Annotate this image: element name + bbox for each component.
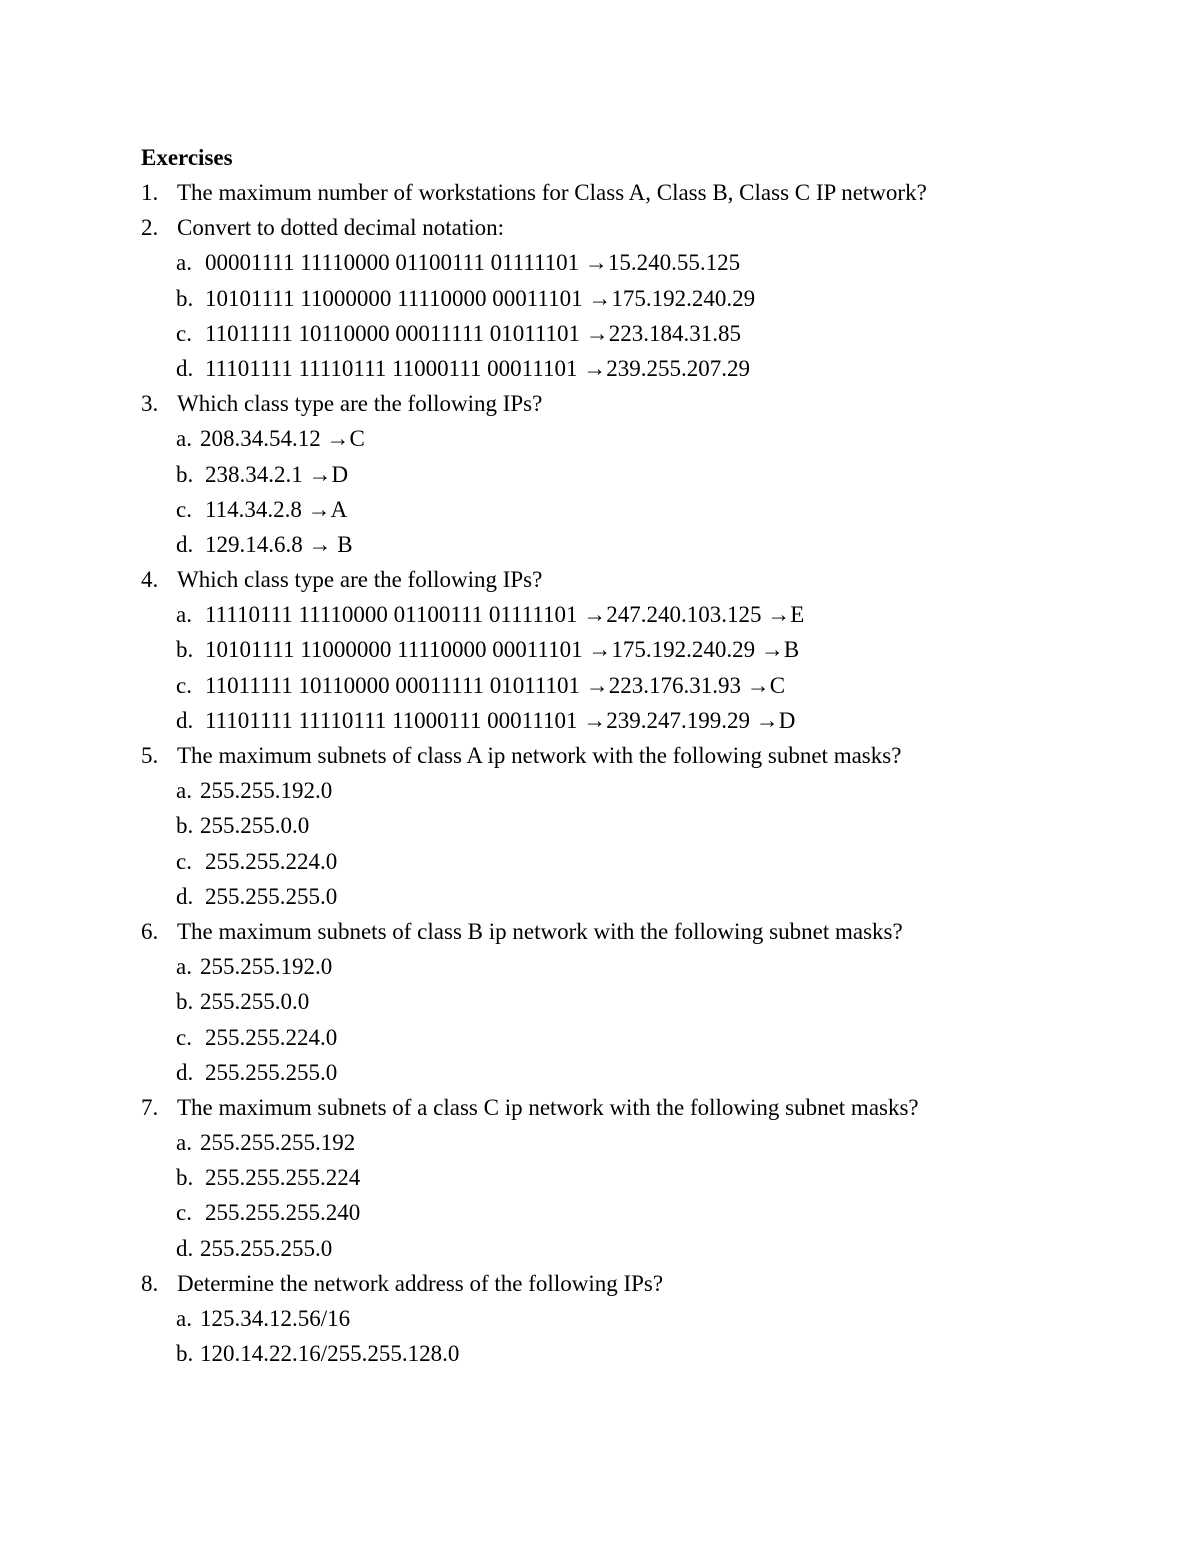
question-1	[141, 175, 1141, 210]
item-letter: a.	[176, 778, 192, 804]
item-text: 10101111 11000000 11110000 00011101 →175.192.240.29	[205, 285, 756, 311]
item-letter: a.	[176, 602, 192, 628]
question-3	[141, 386, 1141, 421]
item-letter: c.	[176, 320, 192, 346]
question-5-item-d	[141, 879, 1141, 914]
item-text: 255.255.224.0	[205, 1024, 338, 1050]
question-8-item-b	[141, 1336, 1141, 1371]
question-3-item-d	[141, 527, 1141, 562]
item-letter: b.	[176, 989, 194, 1015]
question-2-item-d	[141, 351, 1141, 386]
question-3-item-b	[141, 457, 1141, 492]
question-6-item-d	[141, 1055, 1141, 1090]
item-letter: b.	[176, 1341, 194, 1367]
question-6	[141, 914, 1141, 949]
question-5-item-a	[141, 773, 1141, 808]
question-5-item-c	[141, 844, 1141, 879]
item-text: 255.255.0.0	[200, 813, 310, 839]
question-5-item-b	[141, 808, 1141, 843]
item-text: 129.14.6.8 → B	[205, 531, 353, 557]
item-letter: a.	[176, 250, 192, 276]
item-letter: d.	[176, 1059, 194, 1085]
item-text: 11101111 11110111 11000111 00011101 →239.247.199.29 →D	[205, 707, 796, 733]
item-text: 255.255.255.0	[205, 1059, 338, 1085]
question-number: 6.	[141, 918, 159, 944]
item-text: 255.255.255.224	[205, 1165, 361, 1191]
item-letter: d.	[176, 355, 194, 381]
question-4-item-b	[141, 632, 1141, 667]
exercise-sheet	[141, 140, 1141, 1371]
question-number: 5.	[141, 743, 159, 768]
item-letter: d.	[176, 1235, 194, 1261]
question-7	[141, 1090, 1141, 1125]
question-2-item-b	[141, 281, 1141, 316]
item-text: 11101111 11110111 11000111 00011101 →239.255.207.29	[205, 355, 750, 381]
item-text: 10101111 11000000 11110000 00011101 →175.192.240.29 →B	[205, 637, 800, 663]
question-text: The maximum subnets of class A ip network with the following subnet masks?	[177, 743, 902, 768]
question-8	[141, 1266, 1141, 1301]
question-number: 3.	[141, 391, 159, 417]
item-letter: b.	[176, 813, 194, 839]
question-5	[141, 738, 1141, 773]
question-8-item-a	[141, 1301, 1141, 1336]
question-4-item-a	[141, 597, 1141, 632]
question-number: 7.	[141, 1094, 159, 1120]
item-letter: c.	[176, 1024, 192, 1050]
item-text: 255.255.0.0	[200, 989, 310, 1015]
item-letter: d.	[176, 883, 194, 909]
question-number: 4.	[141, 567, 159, 593]
item-letter: b.	[176, 461, 194, 487]
item-text: 125.34.12.56/16	[200, 1306, 351, 1331]
item-letter: b.	[176, 637, 194, 663]
item-letter: c.	[176, 672, 192, 698]
item-text: 255.255.192.0	[200, 778, 333, 804]
question-text: The maximum subnets of a class C ip network with the following subnet masks?	[177, 1094, 919, 1120]
question-7-item-a	[141, 1125, 1141, 1160]
item-text: 120.14.22.16/255.255.128.0	[200, 1341, 460, 1367]
item-letter: b.	[176, 1165, 194, 1191]
question-text: Convert to dotted decimal notation:	[177, 215, 505, 241]
question-text: Which class type are the following IPs?	[177, 391, 543, 417]
question-number: 2.	[141, 215, 159, 241]
question-text: Which class type are the following IPs?	[177, 567, 543, 593]
item-letter: d.	[176, 707, 194, 733]
item-text: 11011111 10110000 00011111 01011101 →223.184.31.85	[205, 320, 742, 346]
item-letter: c.	[176, 1200, 192, 1226]
question-text: The maximum number of workstations for Class A, Class B, Class C IP network?	[177, 180, 927, 205]
question-7-item-b	[141, 1160, 1141, 1195]
item-text: 255.255.255.0	[200, 1235, 333, 1261]
question-text: The maximum subnets of class B ip network with the following subnet masks?	[177, 918, 903, 944]
item-text: 238.34.2.1 →D	[205, 461, 349, 487]
item-text: 208.34.54.12 →C	[200, 426, 365, 452]
question-3-item-a	[141, 421, 1141, 456]
question-4-item-c	[141, 668, 1141, 703]
item-text: 255.255.255.240	[205, 1200, 361, 1226]
question-4	[141, 562, 1141, 597]
question-number: 1.	[141, 180, 159, 205]
item-letter: a.	[176, 954, 192, 980]
question-2-item-a	[141, 245, 1141, 280]
item-text: 11011111 10110000 00011111 01011101 →223.176.31.93 →C	[205, 672, 786, 698]
item-letter: c.	[176, 496, 192, 522]
question-6-item-a	[141, 949, 1141, 984]
question-7-item-c	[141, 1195, 1141, 1230]
exercises-heading: Exercises	[141, 145, 233, 170]
item-letter: d.	[176, 531, 194, 557]
item-text: 11110111 11110000 01100111 01111101 →247.240.103.125 →E	[205, 602, 805, 628]
item-text: 255.255.192.0	[200, 954, 333, 980]
question-text: Determine the network address of the following IPs?	[177, 1270, 664, 1296]
item-letter: a.	[176, 1306, 192, 1331]
question-6-item-c	[141, 1020, 1141, 1055]
item-text: 255.255.255.192	[200, 1130, 356, 1156]
item-text: 255.255.255.0	[205, 883, 338, 909]
question-7-item-d	[141, 1231, 1141, 1266]
item-letter: a.	[176, 1130, 192, 1156]
question-6-item-b	[141, 984, 1141, 1019]
question-2-item-c	[141, 316, 1141, 351]
question-4-item-d	[141, 703, 1141, 738]
question-2	[141, 210, 1141, 245]
item-letter: c.	[176, 848, 192, 874]
item-letter: a.	[176, 426, 192, 452]
item-text: 00001111 11110000 01100111 01111101 →15.240.55.125	[205, 250, 741, 276]
question-3-item-c	[141, 492, 1141, 527]
question-number: 8.	[141, 1270, 159, 1296]
item-text: 114.34.2.8 →A	[205, 496, 348, 522]
item-letter: b.	[176, 285, 194, 311]
item-text: 255.255.224.0	[205, 848, 338, 874]
